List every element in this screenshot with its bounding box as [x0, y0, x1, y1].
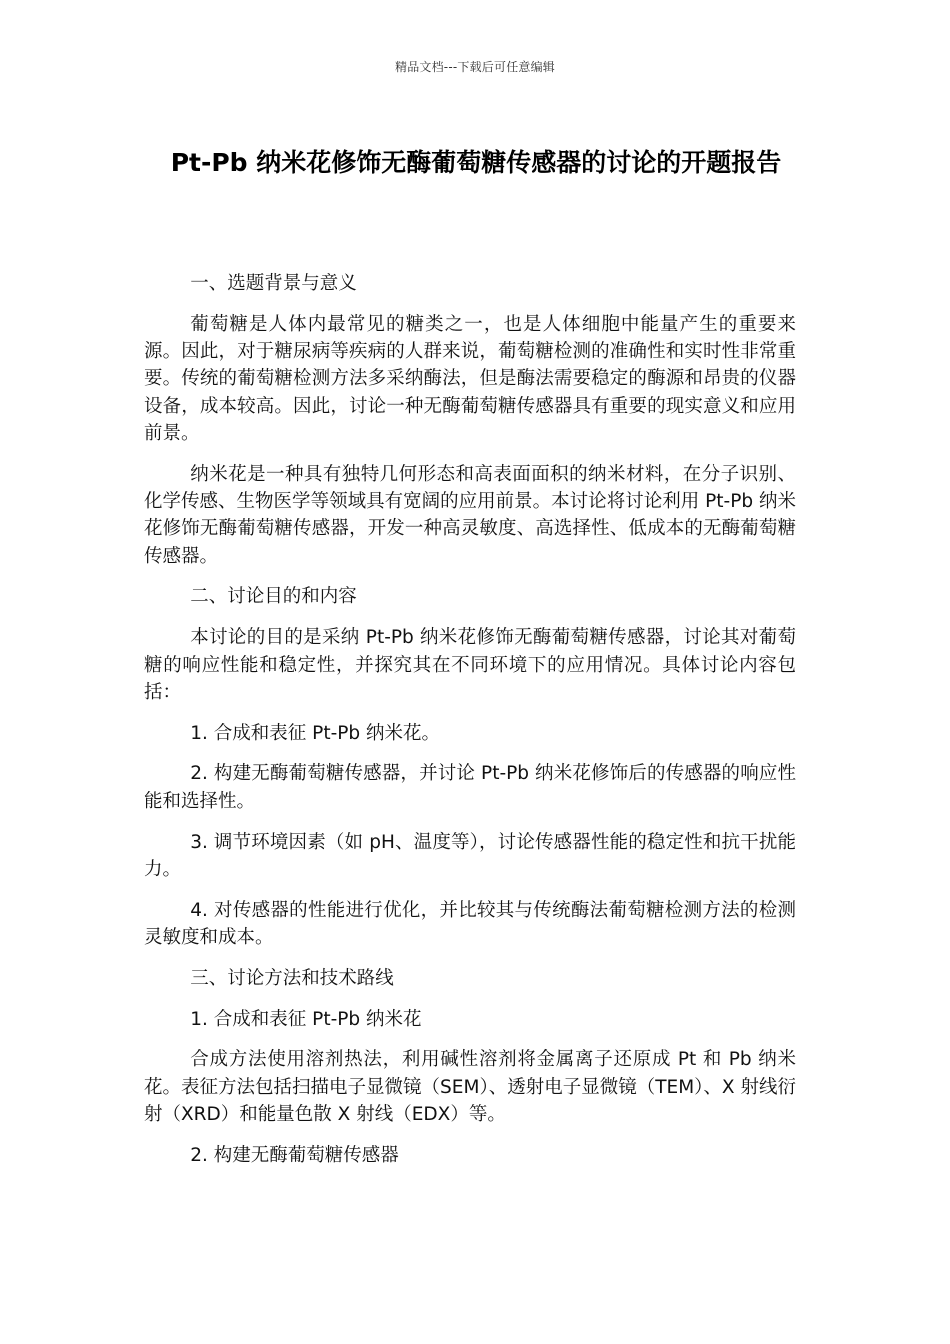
subsection-heading: 1. 合成和表征 Pt-Pb 纳米花: [190, 1008, 422, 1030]
section-heading: 三、讨论方法和技术路线: [190, 967, 394, 989]
paragraph: 葡萄糖是人体内最常见的糖类之一，也是人体细胞中能量产生的重要来源。因此，对于糖尿病等疾病的人群来说，葡萄糖检测的准确性和实时性非常重要。传统的葡萄糖检测方法多采纳酶法，但是酶法需要稳定的酶源和昂贵的仪器设备，成本较高。因此，讨论一种无酶葡萄糖传感器具有重要的现实意义和应用前景。: [144, 313, 796, 444]
list-item: 1. 合成和表征 Pt-Pb 纳米花。: [190, 722, 441, 744]
list-item: 2. 构建无酶葡萄糖传感器，并讨论 Pt-Pb 纳米花修饰后的传感器的响应性能和选择性。: [144, 763, 796, 812]
subsection-heading: 2. 构建无酶葡萄糖传感器: [190, 1144, 399, 1166]
document-title: Pt-Pb 纳米花修饰无酶葡萄糖传感器的讨论的开题报告: [170, 148, 782, 177]
list-item: 4. 对传感器的性能进行优化，并比较其与传统酶法葡萄糖检测方法的检测灵敏度和成本。: [144, 899, 796, 948]
paragraph: 纳米花是一种具有独特几何形态和高表面面积的纳米材料，在分子识别、化学传感、生物医学等领域具有宽阔的应用前景。本讨论将讨论利用 Pt-Pb 纳米花修饰无酶葡萄糖传感器，开发一种高灵敏度、高选择性、低成本的无酶葡萄糖传感器。: [144, 463, 796, 567]
document-body: [144, 270, 796, 1183]
header-note: 精品文档---下载后可任意编辑: [395, 60, 555, 74]
list-item: 3. 调节环境因素（如 pH、温度等），讨论传感器性能的稳定性和抗干扰能力。: [144, 831, 796, 880]
section-heading: 一、选题背景与意义: [190, 273, 357, 294]
section-heading: 二、讨论目的和内容: [190, 586, 357, 608]
paragraph: 合成方法使用溶剂热法，利用碱性溶剂将金属离子还原成 Pt 和 Pb 纳米花。表征方法包括扫描电子显微镜（SEM）、透射电子显微镜（TEM）、X 射线衍射（XRD）和能量色散 X 射线（EDX）等。: [144, 1049, 796, 1125]
paragraph: 本讨论的目的是采纳 Pt-Pb 纳米花修饰无酶葡萄糖传感器，讨论其对葡萄糖的响应性能和稳定性，并探究其在不同环境下的应用情况。具体讨论内容包括：: [144, 627, 796, 703]
